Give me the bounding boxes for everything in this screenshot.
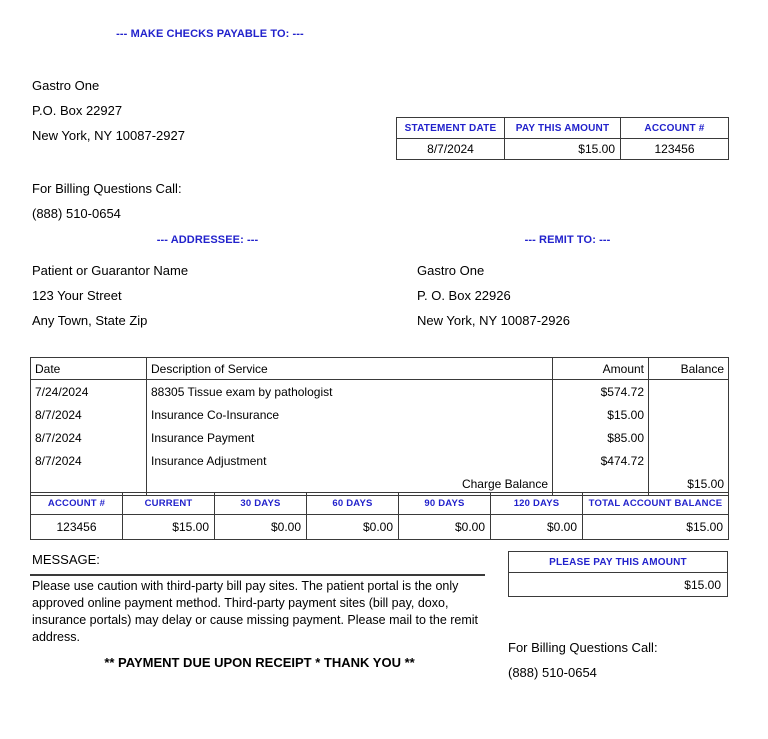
aging-summary-table	[30, 492, 729, 540]
service-header-balance: Balance	[649, 358, 729, 380]
remit-to-label: --- REMIT TO: ---	[524, 234, 611, 246]
aging-value-row	[31, 515, 729, 540]
table-row	[31, 403, 729, 426]
billing-questions-block	[32, 176, 182, 226]
aging-value-account-number: 123456	[31, 515, 123, 540]
billing-questions-label: For Billing Questions Call:	[32, 181, 182, 196]
charge-balance-value: $15.00	[649, 472, 729, 496]
addressee-city-state-zip: Any Town, State Zip	[32, 313, 148, 328]
service-row-balance	[649, 426, 729, 449]
summary-header-statement-date: STATEMENT DATE	[397, 118, 505, 139]
aging-value-90-days: $0.00	[399, 515, 491, 540]
table-row	[31, 380, 729, 404]
service-header-date: Date	[31, 358, 147, 380]
service-detail-table-wrapper	[30, 357, 728, 496]
footer-billing-questions-label: For Billing Questions Call:	[508, 640, 658, 655]
payee-po-box: P.O. Box 22927	[32, 103, 123, 118]
aging-value-30-days: $0.00	[215, 515, 307, 540]
payee-name: Gastro One	[32, 78, 100, 93]
aging-header-current: CURRENT	[123, 493, 215, 515]
summary-value-row	[397, 139, 729, 160]
summary-pay-this-amount-value: $15.00	[505, 139, 621, 160]
table-row	[31, 426, 729, 449]
payee-city-state-zip: New York, NY 10087-2927	[32, 128, 185, 143]
remit-to-name: Gastro One	[417, 263, 485, 278]
service-row-description: 88305 Tissue exam by pathologist	[147, 380, 553, 404]
summary-header-row	[397, 118, 729, 139]
aging-header-90-days: 90 DAYS	[399, 493, 491, 515]
summary-header-pay-this-amount: PAY THIS AMOUNT	[505, 118, 621, 139]
service-row-amount: $85.00	[553, 426, 649, 449]
remit-to-po-box: P. O. Box 22926	[417, 288, 511, 303]
footer-billing-questions-phone: (888) 510-0654	[508, 665, 597, 680]
service-row-amount: $15.00	[553, 403, 649, 426]
footer-billing-questions-block	[508, 635, 658, 685]
aging-header-total-account-balance: TOTAL ACCOUNT BALANCE	[583, 493, 729, 515]
charge-balance-label: Charge Balance	[147, 472, 553, 496]
paybox-value-row	[509, 573, 728, 597]
service-row-description: Insurance Adjustment	[147, 449, 553, 472]
summary-statement-date-value: 8/7/2024	[397, 139, 505, 160]
addressee-label: --- ADDRESSEE: ---	[156, 234, 259, 246]
payment-due-notice: ** PAYMENT DUE UPON RECEIPT * THANK YOU **	[104, 655, 415, 670]
remit-to-city-state-zip: New York, NY 10087-2926	[417, 313, 570, 328]
aging-header-30-days: 30 DAYS	[215, 493, 307, 515]
service-row-amount: $474.72	[553, 449, 649, 472]
service-row-balance	[649, 449, 729, 472]
message-divider	[30, 574, 485, 576]
service-row-description: Insurance Payment	[147, 426, 553, 449]
service-header-description: Description of Service	[147, 358, 553, 380]
table-row	[31, 449, 729, 472]
paybox-header-row	[509, 552, 728, 573]
aging-value-120-days: $0.00	[491, 515, 583, 540]
service-row-date: 8/7/2024	[31, 449, 147, 472]
message-label: MESSAGE:	[32, 552, 100, 567]
make-checks-payable-label: --- MAKE CHECKS PAYABLE TO: ---	[116, 28, 304, 40]
aging-value-total-account-balance: $15.00	[583, 515, 729, 540]
aging-header-account-number: ACCOUNT #	[31, 493, 123, 515]
service-row-date: 8/7/2024	[31, 426, 147, 449]
service-header-row	[31, 358, 729, 380]
aging-header-60-days: 60 DAYS	[307, 493, 399, 515]
message-body: Please use caution with third-party bill pay sites. The patient portal is the only approved online payment method. Third-party payment sites (bill pay, doxo, insurance portals) may delay or cause missing payment. Please mail to the remit address.	[32, 579, 479, 644]
service-row-amount: $574.72	[553, 380, 649, 404]
addressee-address-block	[32, 258, 188, 333]
service-row-description: Insurance Co-Insurance	[147, 403, 553, 426]
addressee-street: 123 Your Street	[32, 288, 122, 303]
service-header-amount: Amount	[553, 358, 649, 380]
service-row-balance	[649, 403, 729, 426]
summary-header-account-number: ACCOUNT #	[621, 118, 729, 139]
please-pay-amount-value: $15.00	[509, 573, 728, 597]
aging-value-current: $15.00	[123, 515, 215, 540]
remit-to-address-block	[417, 258, 570, 333]
aging-value-60-days: $0.00	[307, 515, 399, 540]
billing-questions-phone: (888) 510-0654	[32, 206, 121, 221]
statement-summary-table	[396, 117, 729, 160]
service-row-date: 8/7/2024	[31, 403, 147, 426]
addressee-name: Patient or Guarantor Name	[32, 263, 189, 278]
please-pay-amount-label: PLEASE PAY THIS AMOUNT	[509, 552, 728, 573]
aging-header-row	[31, 493, 729, 515]
service-detail-table	[30, 357, 729, 496]
summary-account-number-value: 123456	[621, 139, 729, 160]
please-pay-amount-box	[508, 551, 728, 597]
service-row-date: 7/24/2024	[31, 380, 147, 404]
aging-header-120-days: 120 DAYS	[491, 493, 583, 515]
payee-address-block	[32, 73, 185, 148]
service-row-balance	[649, 380, 729, 404]
